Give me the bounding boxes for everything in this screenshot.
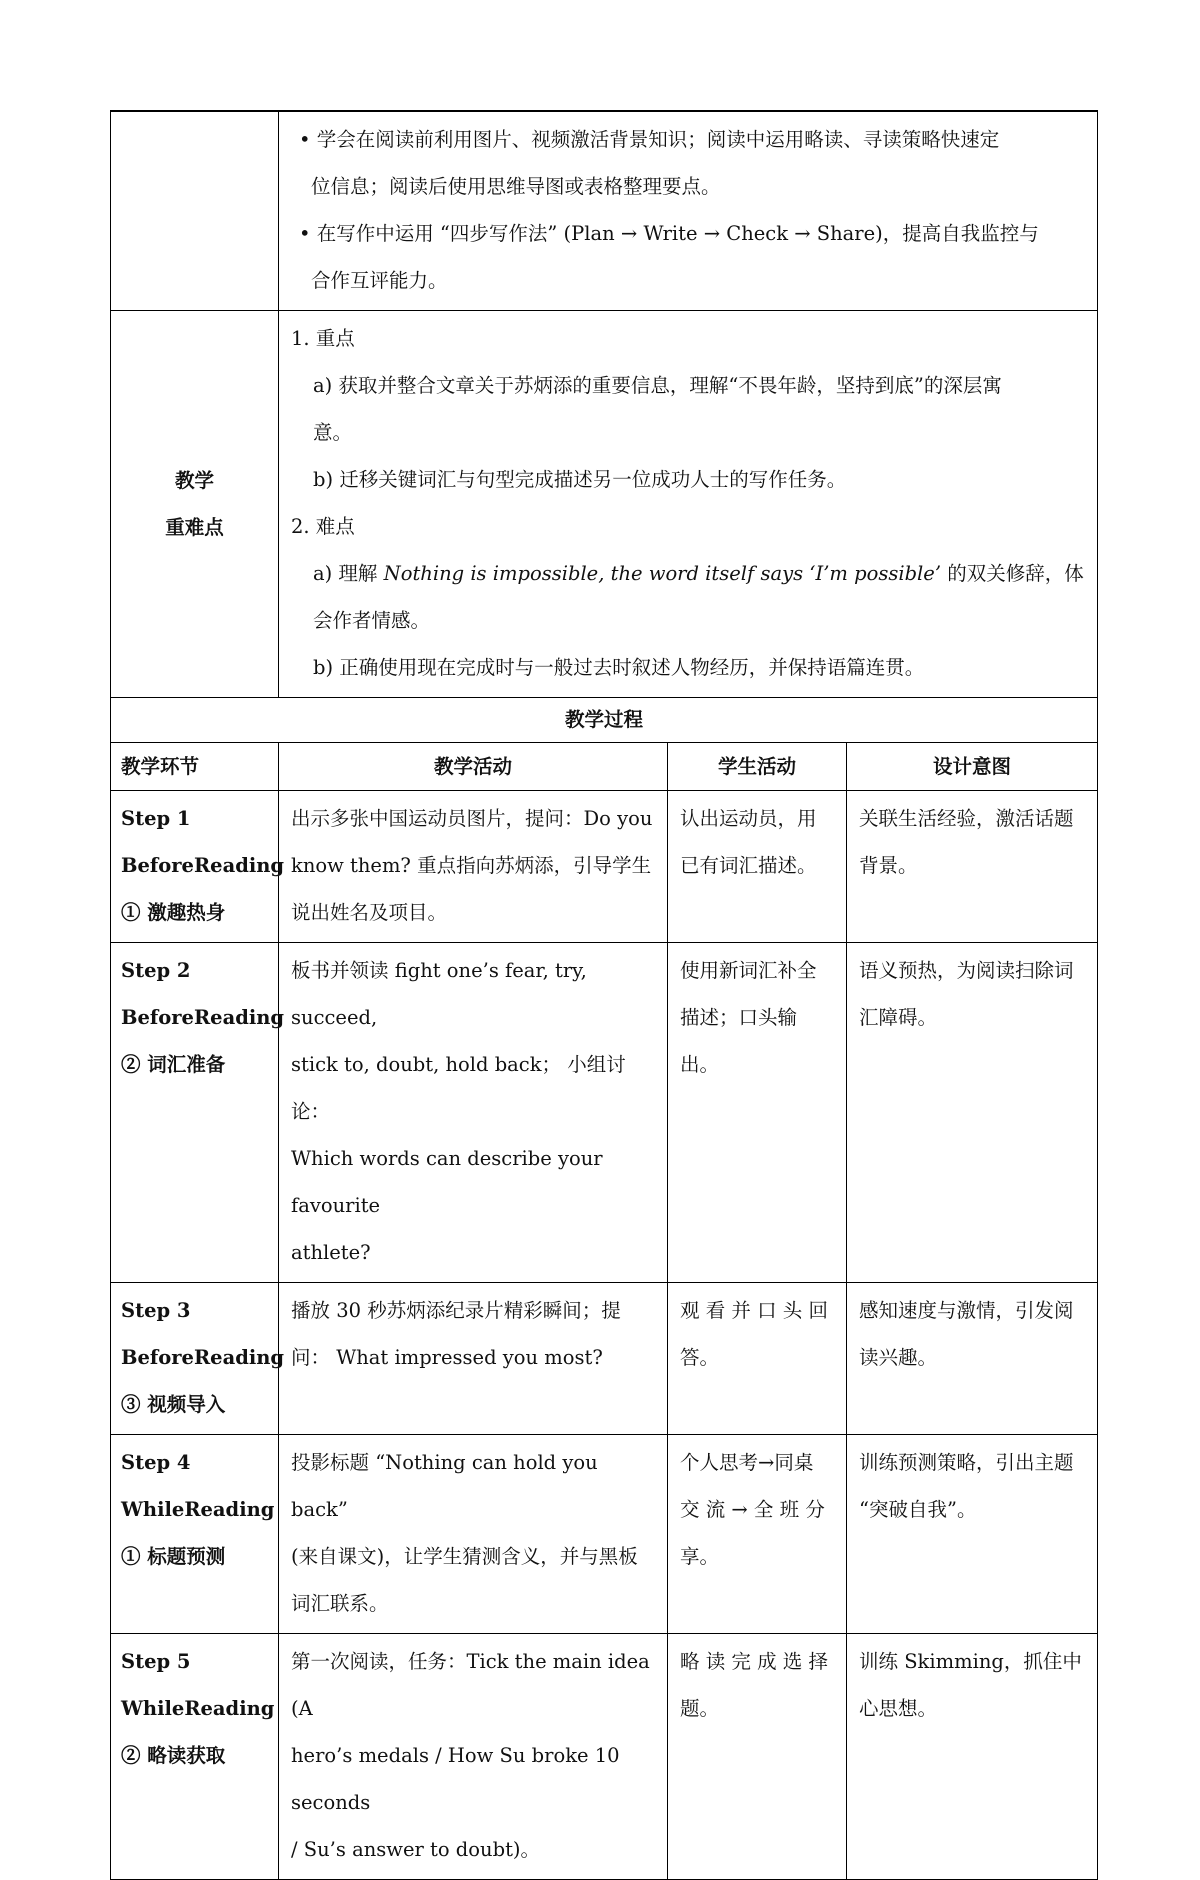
step-number: Step 3 — [121, 1299, 191, 1322]
design-intent-cell-line: 读兴趣。 — [859, 1346, 938, 1369]
goals-row — [111, 111, 1098, 311]
step-phase: While Reading — [121, 1498, 275, 1521]
diff-b: b) 正确使用现在完成时与一般过去时叙述人物经历，并保持语篇连贯。 — [313, 656, 925, 679]
teacher-activity-cell-line: / Su’s answer to doubt)。 — [291, 1838, 541, 1861]
design-intent-cell-line: 训练 Skimming，抓住中 — [859, 1650, 1082, 1673]
design-intent-cell-line: 背景。 — [859, 854, 918, 877]
key-points-label-line1: 教学 — [174, 469, 214, 492]
design-intent-cell — [847, 1435, 1098, 1634]
teacher-activity-cell-line: 问： What impressed you most? — [291, 1346, 603, 1369]
student-activity-cell-line: 答。 — [680, 1346, 720, 1369]
lesson-plan-table — [110, 110, 1098, 1880]
header-design-intent: 设计意图 — [847, 743, 1098, 791]
key-points-content-cell — [279, 311, 1098, 698]
student-activity-cell-line: 略 读 完 成 选 择 — [680, 1650, 828, 1673]
focus-b: b) 迁移关键词汇与句型完成描述另一位成功人士的写作任务。 — [313, 468, 847, 491]
header-teacher-activity: 教学活动 — [279, 743, 668, 791]
process-title-row — [111, 698, 1098, 743]
process-header-row — [111, 743, 1098, 791]
difficulty-title: 2. 难点 — [291, 515, 355, 538]
student-activity-cell-line: 题。 — [680, 1697, 720, 1720]
key-points-label-cell — [111, 311, 279, 698]
goal-item: • 学会在阅读前利用图片、视频激活背景知识；阅读中运用略读、寻读策略快速定 位信息；阅读后使用思维导图或表格整理要点。 — [299, 128, 1000, 198]
student-activity-cell-line: 已有词汇描述。 — [680, 854, 817, 877]
step-cell — [111, 791, 285, 943]
pun-quote: Nothing is impossible, the word itself says ‘I’m possible’ — [383, 562, 942, 585]
step-phase: Before Reading — [121, 1006, 285, 1029]
bullet-icon: • — [299, 128, 311, 151]
goals-label-cell — [111, 111, 279, 311]
student-activity-cell-line: 个人思考→同桌 — [680, 1451, 814, 1474]
process-row — [111, 791, 1098, 943]
step-stage: ③ 视频导入 — [121, 1393, 226, 1416]
student-activity-cell-line: 认出运动员，用 — [680, 807, 817, 830]
teacher-activity-cell — [279, 1634, 668, 1880]
diff-a-line2: 会作者情感。 — [313, 609, 431, 632]
student-activity-cell — [668, 791, 847, 943]
step-cell — [111, 1435, 279, 1634]
step-number: Step 4 — [121, 1451, 191, 1474]
design-intent-cell-line: 汇障碍。 — [859, 1006, 938, 1029]
step-stage: ② 略读获取 — [121, 1744, 226, 1767]
focus-a-line2: 意。 — [313, 421, 353, 444]
design-intent-cell — [847, 1634, 1098, 1880]
teacher-activity-cell — [279, 791, 668, 943]
teacher-activity-cell-line: hero’s medals / How Su broke 10 seconds — [291, 1744, 620, 1814]
focus-title: 1. 重点 — [291, 327, 355, 350]
teacher-activity-cell-line: (来自课文)，让学生猜测含义，并与黑板 — [291, 1545, 638, 1568]
teacher-activity-cell-line: Which words can describe your favourite — [291, 1147, 603, 1217]
student-activity-cell-line: 使用新词汇补全 — [680, 959, 817, 982]
key-points-label-line2: 重难点 — [165, 516, 224, 539]
process-body — [111, 791, 1098, 1880]
step-stage: ② 词汇准备 — [121, 1053, 226, 1076]
student-activity-cell — [668, 1634, 847, 1880]
step-number: Step 5 — [121, 1650, 191, 1673]
student-activity-cell-line: 观 看 并 口 头 回 — [680, 1299, 828, 1322]
step-phase: Before Reading — [121, 854, 285, 877]
student-activity-cell-line: 享。 — [680, 1545, 720, 1568]
step-cell — [111, 1634, 279, 1880]
teacher-activity-cell-line: 词汇联系。 — [291, 1592, 389, 1615]
step-stage: ① 激趣热身 — [121, 901, 226, 924]
design-intent-cell-line: 感知速度与激情，引发阅 — [859, 1299, 1074, 1322]
step-phase: While Reading — [121, 1697, 275, 1720]
step-phase: Before Reading — [121, 1346, 285, 1369]
process-row — [111, 1283, 1098, 1435]
step-cell — [111, 1283, 285, 1435]
process-title: 教学过程 — [111, 698, 1098, 743]
process-row — [111, 943, 1098, 1283]
design-intent-cell-line: 心思想。 — [859, 1697, 938, 1720]
teacher-activity-cell — [279, 1283, 668, 1435]
process-row — [111, 1435, 1098, 1634]
design-intent-cell-line: “突破自我”。 — [859, 1498, 977, 1521]
student-activity-cell-line: 描述；口头输出。 — [680, 1006, 798, 1076]
step-stage: ① 标题预测 — [121, 1545, 226, 1568]
teacher-activity-cell — [279, 943, 668, 1283]
design-intent-cell-line: 语义预热，为阅读扫除词 — [859, 959, 1074, 982]
teacher-activity-cell — [279, 1435, 668, 1634]
design-intent-cell-line: 关联生活经验，激活话题 — [859, 807, 1074, 830]
teacher-activity-cell-line: stick to, doubt, hold back； 小组讨论： — [291, 1053, 626, 1123]
focus-a-line1: a) 获取并整合文章关于苏炳添的重要信息，理解“不畏年龄，坚持到底”的深层寓 — [313, 374, 1002, 397]
student-activity-cell — [668, 943, 847, 1283]
goals-content-cell — [279, 111, 1098, 311]
design-intent-cell-line: 训练预测策略，引出主题 — [859, 1451, 1074, 1474]
step-cell — [111, 943, 285, 1283]
teacher-activity-cell-line: 播放 30 秒苏炳添纪录片精彩瞬间；提 — [291, 1299, 621, 1322]
teacher-activity-cell-line: 板书并领读 fight one’s fear, try, succeed, — [291, 959, 587, 1029]
step-number: Step 1 — [121, 807, 191, 830]
key-points-row — [111, 311, 1098, 698]
header-stage: 教学环节 — [111, 743, 279, 791]
bullet-icon: • — [299, 222, 311, 245]
student-activity-cell — [668, 1283, 847, 1435]
teacher-activity-cell-line: athlete? — [291, 1241, 371, 1264]
student-activity-cell-line: 交 流 → 全 班 分 — [680, 1498, 825, 1521]
process-row — [111, 1634, 1098, 1880]
step-number: Step 2 — [121, 959, 191, 982]
teacher-activity-cell-line: 投影标题 “Nothing can hold you back” — [291, 1451, 598, 1521]
design-intent-cell — [847, 943, 1098, 1283]
goal-item: • 在写作中运用 “四步写作法” (Plan → Write → Check → Share)，提高自我监控与 合作互评能力。 — [299, 222, 1039, 292]
student-activity-cell — [668, 1435, 847, 1634]
diff-a-line1: a) 理解 Nothing is impossible, the word itself says ‘I’m possible’ 的双关修辞，体 — [313, 562, 1084, 585]
design-intent-cell — [847, 1283, 1098, 1435]
teacher-activity-cell-line: know them? 重点指向苏炳添，引导学生 — [291, 854, 652, 877]
design-intent-cell — [847, 791, 1098, 943]
teacher-activity-cell-line: 出示多张中国运动员图片，提问：Do you — [291, 807, 653, 830]
teacher-activity-cell-line: 第一次阅读，任务：Tick the main idea (A — [291, 1650, 650, 1720]
teacher-activity-cell-line: 说出姓名及项目。 — [291, 901, 448, 924]
header-student-activity: 学生活动 — [668, 743, 847, 791]
